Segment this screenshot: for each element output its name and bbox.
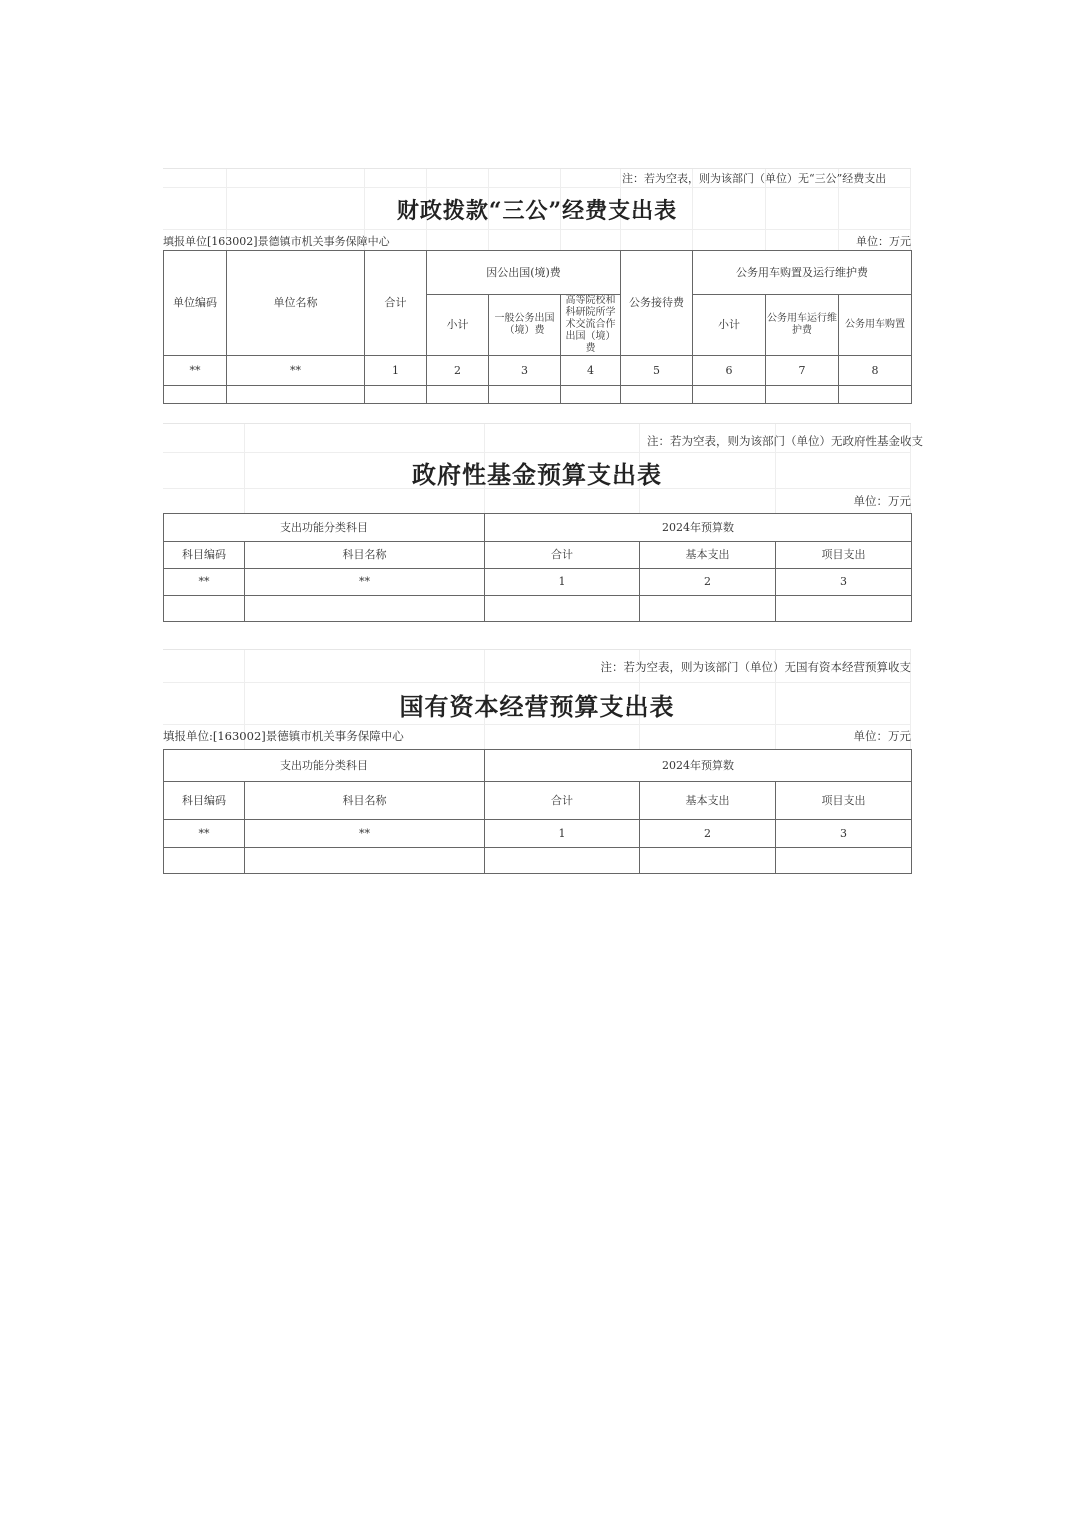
index-cell: 3: [489, 356, 561, 386]
index-cell: 7: [766, 356, 839, 386]
header-basic: 基本支出: [640, 782, 776, 820]
header-basic: 基本支出: [640, 542, 776, 569]
index-cell: **: [245, 820, 485, 848]
header-project: 项目支出: [776, 782, 912, 820]
header-abroad-general: 一般公务出国（境）费: [489, 295, 561, 356]
index-cell: **: [164, 569, 245, 596]
empty-table-note: 注：若为空表，则为该部门（单位）无“三公”经费支出: [622, 172, 887, 185]
government-fund-table: [163, 513, 912, 622]
header-abroad-academic: 高等院校和科研院所学术交流合作出国（境）费: [561, 295, 621, 356]
table-title: 国有资本经营预算支出表: [399, 692, 675, 721]
header-total: 合计: [485, 542, 640, 569]
header-category: 支出功能分类科目: [164, 514, 485, 542]
three-public-expense-table: [163, 250, 912, 404]
index-cell: 1: [485, 820, 640, 848]
index-cell: 6: [693, 356, 766, 386]
empty-data-row: [164, 386, 912, 404]
index-cell: 1: [365, 356, 427, 386]
header-abroad-subtotal: 小计: [427, 295, 489, 356]
index-cell: 1: [485, 569, 640, 596]
index-cell: 3: [776, 820, 912, 848]
government-fund-sheet: [163, 423, 923, 623]
empty-data-row: [164, 596, 912, 622]
table-title: 财政拨款“三公”经费支出表: [396, 198, 678, 224]
empty-data-row: [164, 848, 912, 874]
filling-unit: 填报单位:[163002]景德镇市机关事务保障中心: [163, 729, 404, 743]
state-capital-table: [163, 749, 912, 874]
header-category: 支出功能分类科目: [164, 750, 485, 782]
unit-label: 单位：万元: [853, 494, 911, 508]
index-cell: **: [245, 569, 485, 596]
unit-label: 单位：万元: [853, 729, 911, 743]
header-name: 科目名称: [245, 542, 485, 569]
header-code: 科目编码: [164, 782, 245, 820]
header-budget: 2024年预算数: [485, 514, 912, 542]
index-cell: 5: [621, 356, 693, 386]
header-unit-code: 单位编码: [164, 251, 227, 356]
header-budget: 2024年预算数: [485, 750, 912, 782]
empty-table-note: 注：若为空表，则为该部门（单位）无国有资本经营预算收支: [600, 660, 911, 674]
header-vehicle-subtotal: 小计: [693, 295, 766, 356]
filling-unit: 填报单位[163002]景德镇市机关事务保障中心: [163, 235, 390, 248]
index-cell: **: [227, 356, 365, 386]
index-cell: **: [164, 820, 245, 848]
table-title: 政府性基金预算支出表: [412, 460, 662, 489]
index-cell: 2: [427, 356, 489, 386]
header-total: 合计: [365, 251, 427, 356]
header-total: 合计: [485, 782, 640, 820]
state-capital-sheet: [163, 649, 911, 875]
empty-table-note: 注：若为空表，则为该部门（单位）无政府性基金收支: [647, 434, 923, 448]
index-cell: 2: [640, 569, 776, 596]
header-project: 项目支出: [776, 542, 912, 569]
unit-label: 单位：万元: [856, 235, 911, 248]
header-vehicle-operation: 公务用车运行维护费: [766, 295, 839, 356]
header-code: 科目编码: [164, 542, 245, 569]
header-unit-name: 单位名称: [227, 251, 365, 356]
index-cell: 3: [776, 569, 912, 596]
index-cell: **: [164, 356, 227, 386]
header-abroad-group: 因公出国(境)费: [427, 251, 621, 295]
header-vehicle-group: 公务用车购置及运行维护费: [693, 251, 912, 295]
index-cell: 2: [640, 820, 776, 848]
header-vehicle-purchase: 公务用车购置: [839, 295, 912, 356]
header-name: 科目名称: [245, 782, 485, 820]
index-cell: 4: [561, 356, 621, 386]
header-reception: 公务接待费: [621, 251, 693, 356]
three-public-expense-sheet: [163, 168, 911, 400]
index-cell: 8: [839, 356, 912, 386]
